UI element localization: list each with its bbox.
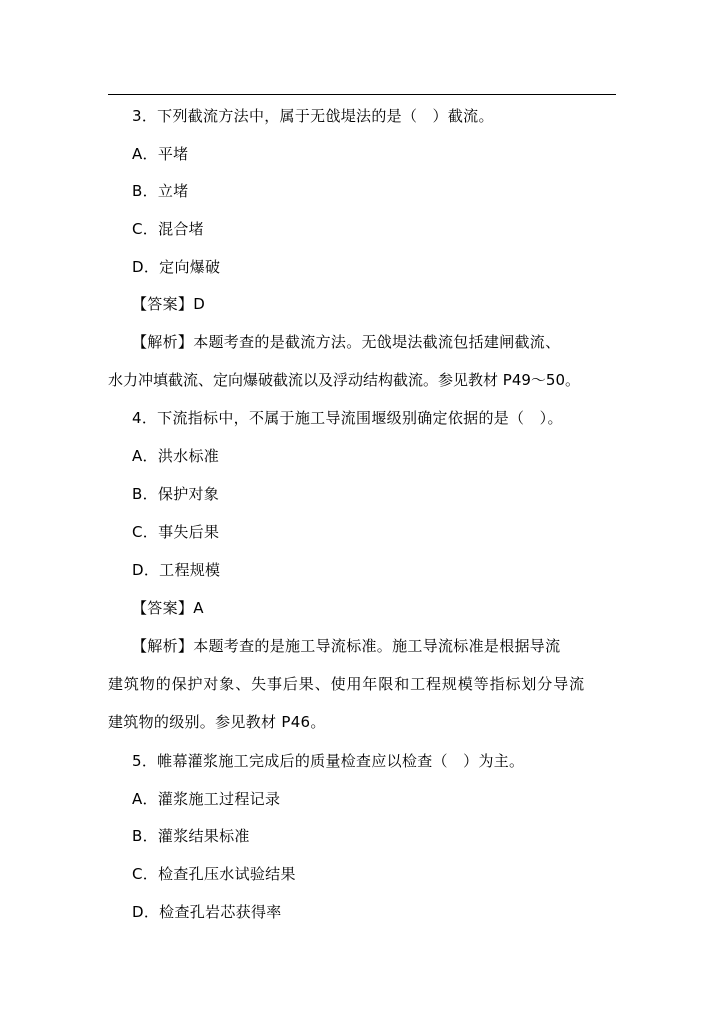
question-4-option-b: B．保护对象: [132, 485, 220, 503]
question-5-option-a: A．灌浆施工过程记录: [132, 790, 281, 808]
question-4-option-a: A．洪水标准: [132, 447, 220, 465]
question-3-option-a: A．平堵: [132, 145, 189, 163]
question-3-option-b: B．立堵: [132, 182, 189, 200]
question-3-option-d: D．定向爆破: [132, 258, 221, 276]
header-rule: [108, 94, 616, 95]
question-3-stem: 3．下列截流方法中，属于无戗堤法的是（ ）截流。: [132, 107, 494, 125]
question-5-stem: 5．帷幕灌浆施工完成后的质量检查应以检查（ ）为主。: [132, 752, 525, 770]
question-4-analysis-line-2: 建筑物的保护对象、失事后果、使用年限和工程规模等指标划分导流: [108, 675, 586, 693]
question-4-stem: 4．下流指标中，不属于施工导流围堰级别确定依据的是（ ）。: [132, 409, 563, 427]
question-3-analysis-line-1: 【解析】本题考查的是截流方法。无戗堤法截流包括建闸截流、: [132, 333, 561, 351]
question-4-answer: 【答案】A: [132, 599, 204, 617]
question-3-option-c: C．混合堵: [132, 220, 204, 238]
question-4-analysis-line-3: 建筑物的级别。参见教材 P46。: [108, 713, 326, 731]
question-3-analysis-line-2: 水力冲填截流、定向爆破截流以及浮动结构截流。参见教材 P49～50。: [108, 371, 580, 389]
question-4-analysis-line-1: 【解析】本题考查的是施工导流标准。施工导流标准是根据导流: [132, 637, 561, 655]
question-4-option-c: C．事失后果: [132, 523, 220, 541]
question-5-option-c: C．检查孔压水试验结果: [132, 865, 296, 883]
question-5-option-b: B．灌浆结果标准: [132, 827, 250, 845]
question-5-option-d: D．检查孔岩芯获得率: [132, 903, 282, 921]
question-3-answer: 【答案】D: [132, 295, 206, 313]
question-4-option-d: D．工程规模: [132, 561, 221, 579]
